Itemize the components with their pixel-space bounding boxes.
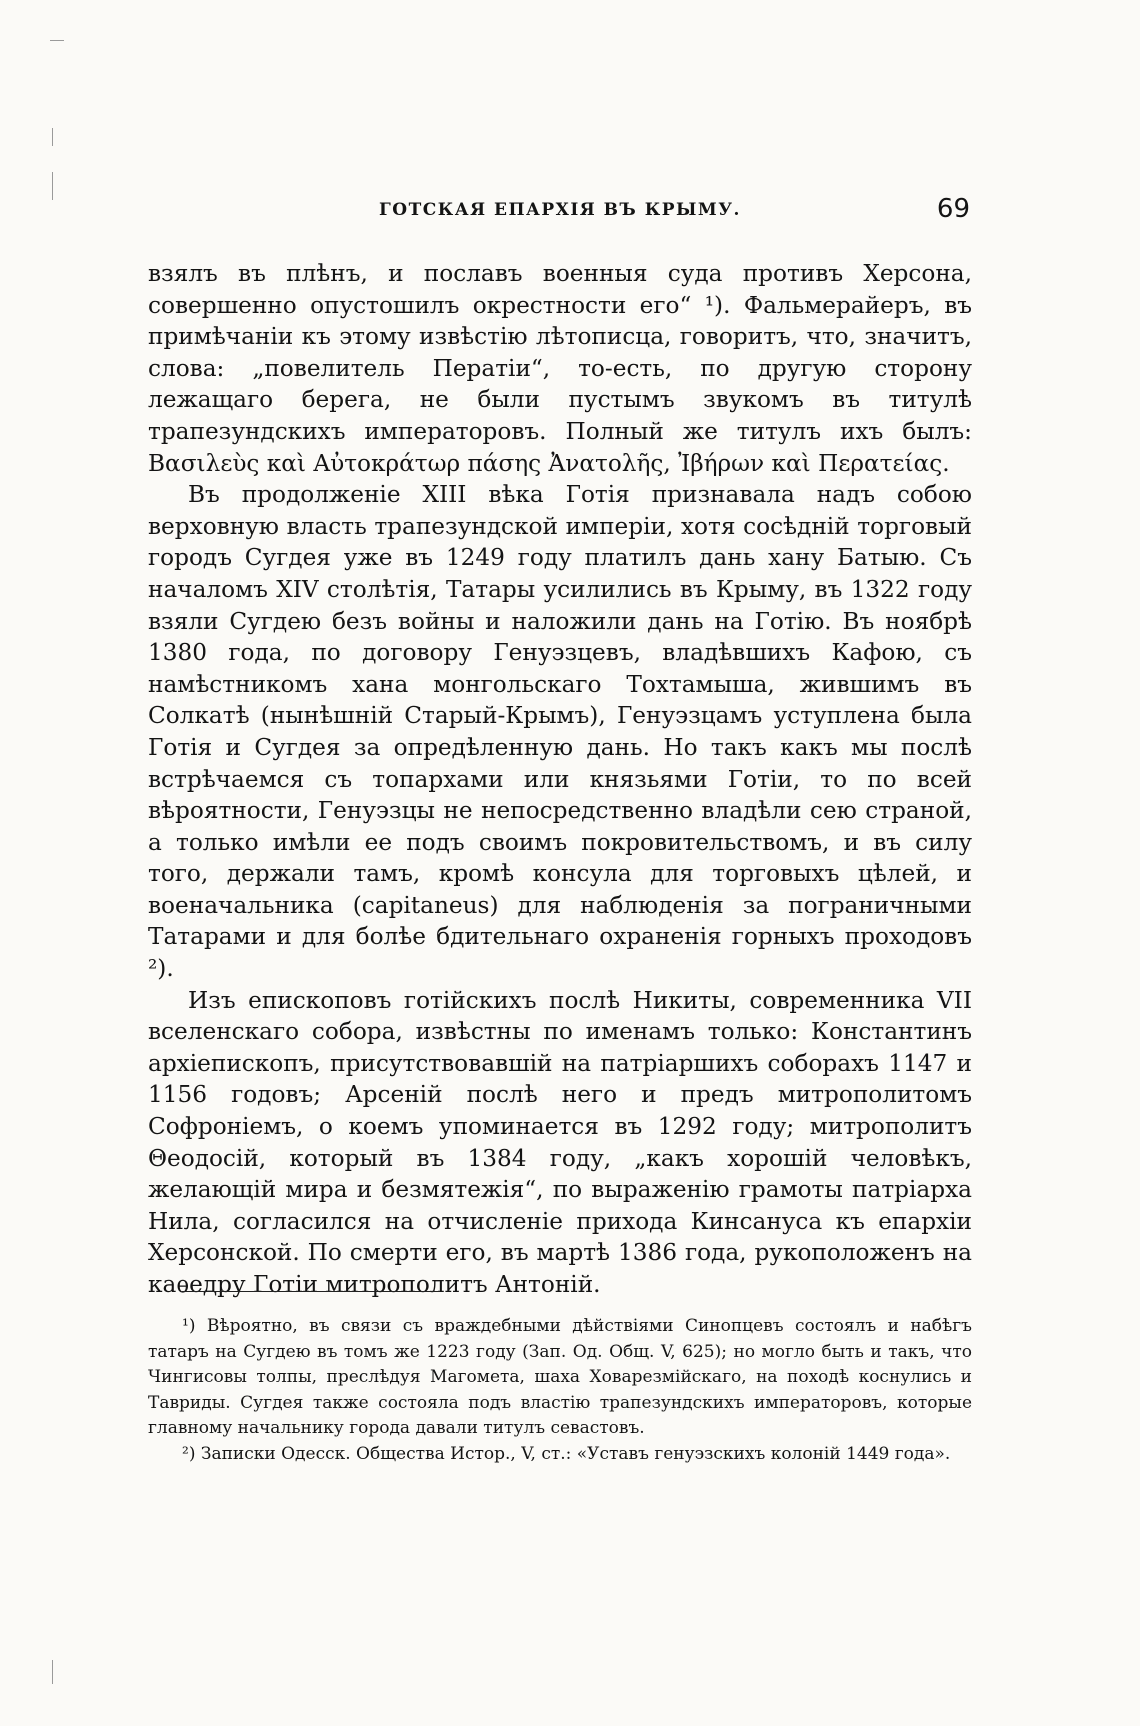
scan-mark xyxy=(52,1660,53,1684)
footnotes xyxy=(148,1314,972,1467)
scan-mark xyxy=(50,40,64,41)
paragraph: Въ продолженіе XIII вѣка Готія признавала надъ собою верховную власть трапезундской имперіи, хотя сосѣдній торговый городъ Сугдея уже въ 1249 году платилъ дань хану Батыю. Съ началомъ XIV столѣтія, Татары усилились въ Крыму, въ 1322 году взяли Сугдею безъ войны и наложили дань на Готію. Въ ноябрѣ 1380 года, по договору Генуэзцевъ, владѣвшихъ Кафою, съ намѣстникомъ хана монгольскаго Тохтамыша, жившимъ въ Солкатѣ (нынѣшній Старый-Крымъ), Генуэзцамъ уступлена была Готія и Сугдея за опредѣленную дань. Но такъ какъ мы послѣ встрѣчаемся съ топархами или князьями Готіи, то по всей вѣроятности, Генуэзцы не непосредственно владѣли сею страной, а только имѣли ее подъ своимъ покровительствомъ, и въ силу того, держали тамъ, кромѣ консула для торговыхъ цѣлей, и военачальника (capitaneus) для наблюденія за пограничными Татарами и для болѣе бдительнаго охраненія горныхъ проходовъ ²). xyxy=(148,481,972,983)
footnote: ²) Записки Одесск. Общества Истор., V, ст.: «Уставъ генуэзскихъ колоній 1449 года». xyxy=(182,1443,951,1464)
page-number: 69 xyxy=(936,194,970,224)
scan-mark xyxy=(52,172,53,200)
scan-mark xyxy=(52,128,53,146)
footnote-separator xyxy=(182,1291,440,1292)
paragraph: Изъ епископовъ готійскихъ послѣ Никиты, современника VII вселенскаго собора, извѣстны по именамъ только: Константинъ архіепископъ, присутствовавшій на патріаршихъ соборахъ 1147 и 1156 годовъ; Арсеній послѣ него и предъ митрополитомъ Софроніемъ, о коемъ упоминается въ 1292 году; митрополитъ Θеодосій, который въ 1384 году, „какъ хорошій человѣкъ, желающій мира и безмятежія“, по выраженію грамоты патріарха Нила, согласился на отчисленіе прихода Кинсануса къ епархіи Херсонской. По смерти его, въ мартѣ 1386 года, рукоположенъ на каѳедру Готіи митрополитъ Антоній. xyxy=(148,986,972,1298)
body-text xyxy=(148,258,972,1301)
running-head: ГОТСКАЯ ЕПАРХІЯ ВЪ КРЫМУ. xyxy=(379,200,741,220)
footnote: ¹) Вѣроятно, въ связи съ враждебными дѣйствіями Синопцевъ состоялъ и набѣгъ татаръ на Сугдею въ томъ же 1223 году (Зап. Од. Общ. V, 625); но могло быть и такъ, что Чингисовы толпы, преслѣдуя Магомета, шаха Ховарезмійскаго, на походѣ коснулись и Тавриды. Сугдея также состояла подъ властію трапезундскихъ императоровъ, которые главному начальнику города давали титулъ севастовъ. xyxy=(148,1316,972,1438)
paragraph: взялъ въ плѣнъ, и пославъ военныя суда противъ Херсона, совершенно опустошилъ окрестности его“ ¹). Фальмерайеръ, въ примѣчаніи къ этому извѣстію лѣтописца, говоритъ, что, значитъ, слова: „повелитель Пeратіи“, то-есть, по другую сторону лежащаго берега, не были пустымъ звукомъ въ титулѣ трапезундскихъ императоровъ. Полный же титулъ ихъ былъ: Βασιλεὺς καὶ Αὐτοκράτωρ πάσης Ἀνατολῆς, Ἰβήρων καὶ Περατείας. xyxy=(148,260,972,477)
page-header xyxy=(150,196,970,226)
